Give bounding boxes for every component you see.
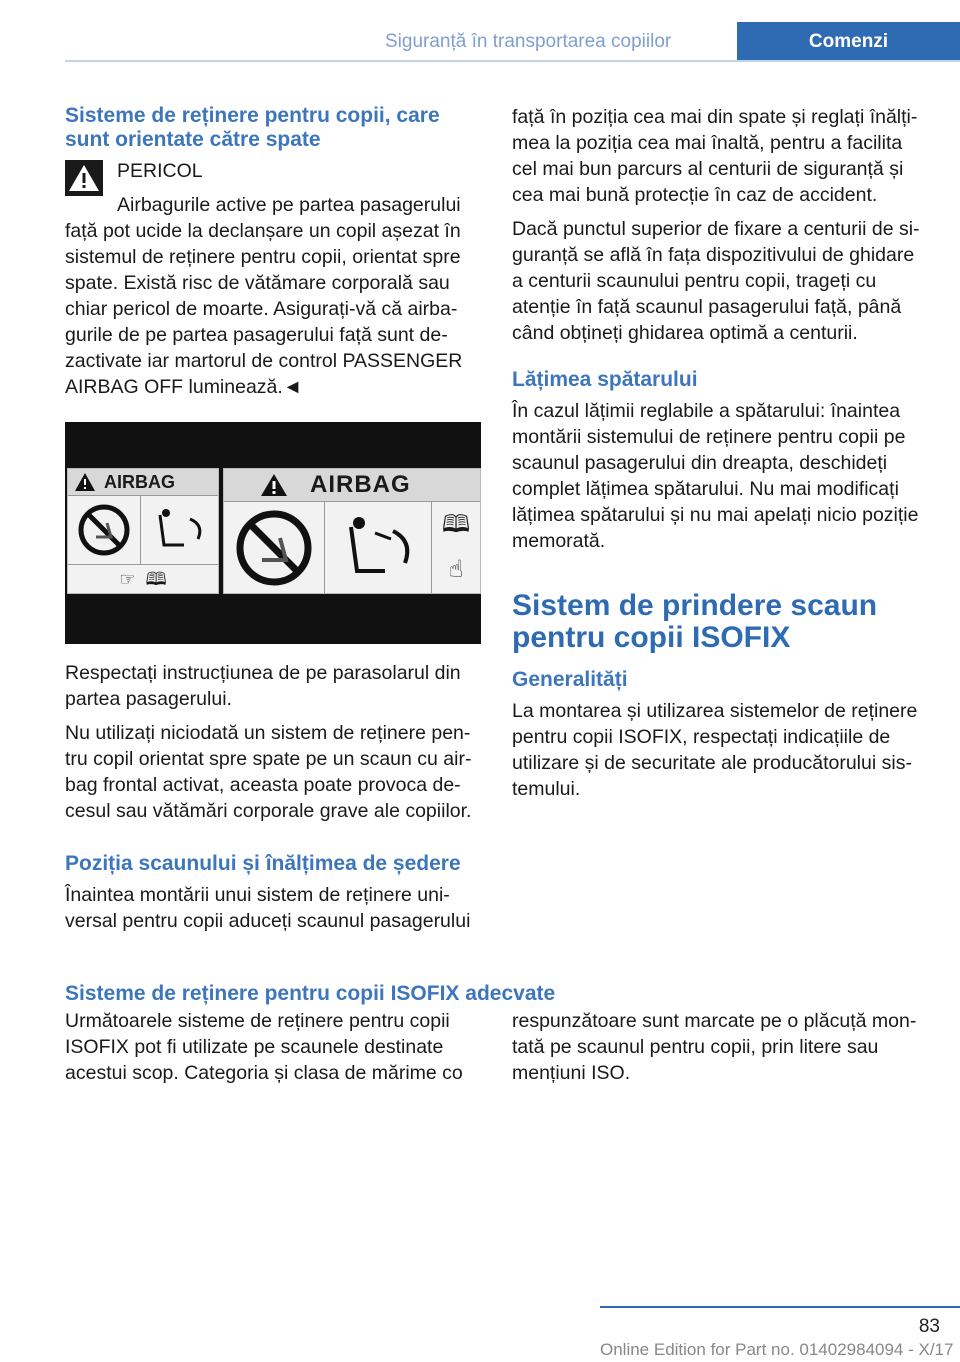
airbag-text-large: AIRBAG [310, 471, 411, 498]
manual-book-icon: 🕮 [145, 569, 167, 589]
paragraph-suitable-right: respunzătoare sunt marcate pe o plăcuță montată pe scaunul pentru copii, prin litere sau mențiuni ISO. [512, 1010, 917, 1084]
heading-isofix-system: Sistem de prindere scaun pentru copii ISOFIX [512, 589, 878, 654]
heading-suitable-isofix: Sisteme de reținere pentru copii ISOFIX adecvate [65, 982, 556, 1005]
heading-seat-position: Poziția scaunului și înălțimea de ședere [65, 852, 461, 875]
heading-backrest-width: Lățimea spătarului [512, 368, 698, 391]
paragraph-sun-visor: Respectați instrucțiunea de pe parasolarul din partea pasagerului. [65, 662, 461, 710]
header-divider [65, 60, 960, 62]
paragraph-suitable-left: Următoarele sisteme de reținere pentru copii ISOFIX pot fi utilizate pe scaunele destinate acestui scop. Categoria și clasa de mărime co [65, 1010, 463, 1084]
warning-triangle-small-icon [74, 472, 96, 492]
warning-triangle-large-icon [260, 473, 288, 497]
warning-lead: Airbagurile active pe partea pasagerului [117, 194, 461, 216]
danger-warning [65, 158, 481, 400]
edition-footer: Online Edition for Part no. 01402984094 - X/17 [600, 1340, 954, 1359]
airbag-label-small [67, 468, 219, 594]
paragraph-belt-guide: Dacă punctul superior de fixare a centurii de siguranță se află în fața dispozitivului de ghidare a centurii scaunului pentru copii, trageți cu atenție în față scaunul pasagerului față, până când obțineți ghidarea optimă a centurii. [512, 218, 920, 344]
footer-divider [600, 1306, 960, 1308]
header-section-title: Siguranță în transportarea copiilor [385, 31, 672, 52]
no-child-seat-large-icon [234, 508, 314, 588]
paragraph-never-use: Nu utilizați niciodată un sistem de reținere pentru copil orientat spre spate pe un scaun cu airbag frontal activat, aceasta poate provoca decesul sau vătămări corporale grave ale copiilor. [65, 722, 472, 822]
seat-airbag-large-icon [335, 513, 421, 583]
warning-triangle-icon [65, 160, 103, 196]
airbag-label-large [223, 468, 481, 594]
heading-general: Generalități [512, 668, 628, 691]
seat-airbag-icon [150, 505, 210, 555]
airbag-label-photo [65, 422, 481, 644]
airbag-text-small: AIRBAG [104, 472, 175, 492]
bottom-right-text [512, 1008, 928, 1094]
no-child-seat-icon [77, 503, 131, 557]
manual-book-large-icon: 🕮 [441, 510, 471, 538]
paragraph-general: La montarea și utilizarea sistemelor de reținere pentru copii ISOFIX, respectați indicațiile de utilizare și de securitate ale producătorului sistemului. [512, 700, 918, 800]
pointing-hand-icon: ☞ [119, 569, 136, 589]
page-number: 83 [918, 1316, 940, 1337]
paragraph-seat-position: Înaintea montării unui sistem de reținere universal pentru copii aduceți scaunul pasagerului [65, 884, 471, 932]
right-column [512, 104, 928, 810]
left-column [65, 104, 481, 942]
paragraph-seat-adjust: față în poziția cea mai din spate și reglați înălțimea la poziția cea mai înaltă, pentru a facilita cel mai bun parcurs al centurii de siguranță și cea mai bună protecție în caz de accident. [512, 106, 918, 206]
heading-rear-facing: Sisteme de reținere pentru copii, care sunt orientate către spate [65, 104, 440, 151]
paragraph-backrest-width: În cazul lățimii reglabile a spătarului: înaintea montării sistemului de reținere pentru copii pe scaunul pasagerului din dreapta, deschideți complet lățimea spătarului. Nu mai modificați lățimea spătarului și nu mai apelați nicio poziție memorată. [512, 400, 919, 552]
warning-body: față pot ucide la declanșare un copil așezat în sistemul de reținere pentru copii, orientat spre spate. Există risc de vătămare corporală sau chiar pericol de moarte. Asigurați-vă că airbagurile de pe partea pasagerului față sunt dezactivate iar martorul de control PASSENGER AIRBAG OFF luminează.◄ [65, 220, 463, 398]
bottom-left-text [65, 1008, 481, 1094]
pointing-finger-icon: ☝ [448, 556, 464, 584]
warning-title: PERICOL [117, 160, 203, 182]
header-tab-comenzi[interactable]: Comenzi [737, 22, 960, 62]
